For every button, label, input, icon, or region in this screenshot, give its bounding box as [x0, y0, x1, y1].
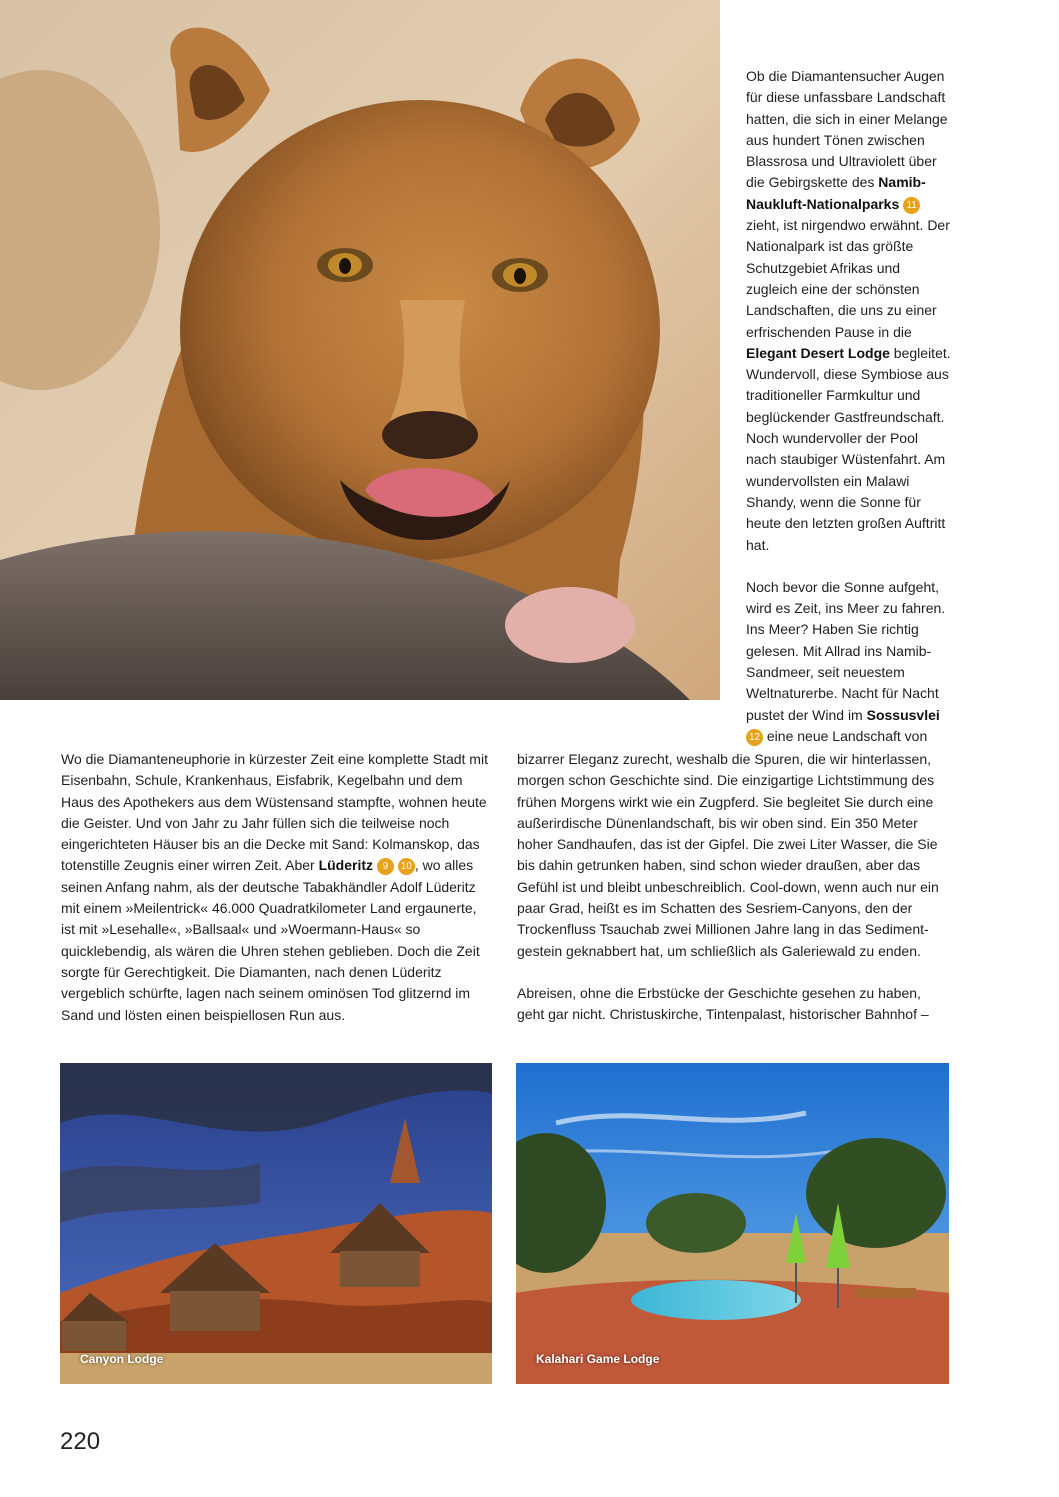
caption-kalahari-game-lodge: Kalahari Game Lodge	[536, 1352, 660, 1366]
right-column-text	[746, 66, 951, 747]
marker-badge-10: 10	[398, 858, 415, 875]
paragraph-left-1	[61, 749, 493, 1026]
caption-canyon-lodge: Canyon Lodge	[80, 1352, 164, 1366]
marker-badge-9: 9	[377, 858, 394, 875]
middle-column-text	[517, 749, 949, 1026]
page-number: 220	[60, 1428, 101, 1455]
bold-term-namib-naukluft: Namib-Naukluft-Nationalparks	[746, 174, 926, 212]
bold-term-elegant-desert-lodge: Elegant Desert Lodge	[746, 344, 890, 361]
text-segment: zieht, ist nirgendwo erwähnt. Der Nationalpark ist das größte Schutzgebiet Afrikas und zugleich eine der schönsten Landschaften, die uns zu einer erfrischenden Pause in die	[746, 217, 950, 340]
paragraph-middle-2: Abreisen, ohne die Erbstücke der Geschichte gesehen zu haben, geht gar nicht. Christuskirche, Tintenpalast, historischer Bahnhof –	[517, 984, 929, 1023]
text-segment: Wo die Diamanteneuphorie in kürzester Zeit eine komplette Stadt mit Eisenbahn, Schule, Krankenhaus, Eisfabrik, Kegelbahn und dem Haus des Apothekers aus dem Wüstensand stampfte, wohnen heute die Geister. Und von Jahr zu Jahr füllen sich die teilweise noch eingerichteten Häuser bis an die Decke mit Sand: Kolmanskop, das totenstille Zeugnis einer wirren Zeit. Aber	[61, 751, 488, 874]
lion-photo	[0, 0, 720, 700]
text-segment: begleitet. Wundervoll, diese Symbiose aus traditioneller Farmkultur und beglückender Gastfreundschaft. Noch wundervoller der Pool nach staubiger Wüstenfahrt. Am wundervollsten ein Malawi Shandy, wenn die Sonne für heute den letzten großen Auftritt hat.	[746, 344, 951, 553]
left-column-text	[61, 749, 493, 1026]
bold-term-luderitz: Lüderitz	[318, 857, 374, 874]
paragraph-right-2	[746, 577, 951, 747]
canyon-lodge-photo	[60, 1063, 492, 1384]
kalahari-lodge-illustration	[516, 1063, 949, 1384]
marker-badge-11: 11	[903, 197, 920, 214]
marker-badge-12: 12	[746, 729, 763, 746]
paragraph-middle-1: bizarrer Eleganz zurecht, weshalb die Spuren, die wir hinterlassen, morgen schon Geschichte sind. Die einzigartige Lichtstimmung des frühen Morgens wirkt wie ein Zugpferd. Sie begleitet Sie durch eine außerirdische Dünenlandschaft, bis wir oben sind. Ein 350 Meter hoher Sandhaufen, das ist der Gipfel. Die zwei Liter Wasser, die Sie bis dahin getrunken haben, sind schon wieder draußen, aber das Gefühl ist und bleibt unbeschreiblich. Cool-down, wenn auch nur ein paar Grad, heißt es im Schatten des Sesriem-Canyons, den der Trockenfluss Tsauchab zwei Millionen Jahre lang in das Sedimentgestein geknabbert hat, um schließlich als Galeriewald zu enden.	[517, 751, 939, 959]
paragraph-right-1	[746, 66, 951, 556]
canyon-lodge-illustration	[60, 1063, 492, 1384]
text-segment: Ob die Diamantensucher Augen für diese unfassbare Landschaft hatten, die sich in einer Melange aus hundert Tönen zwischen Blassrosa und Ultraviolett über die Gebirgskette des	[746, 68, 948, 191]
lion-illustration	[0, 0, 720, 700]
text-segment: eine neue Landschaft von	[763, 727, 928, 744]
text-segment: , wo alles seinen Anfang nahm, als der deutsche Tabakhändler Adolf Lüderitz mit einem »Meilentrick« 46.000 Quadratkilometer Land ergaunerte, ist mit »Lesehalle«, »Ballsaal« und »Woermann-Haus« so quicklebendig, als wären die Uhren stehen geblieben. Doch die Zeit sorgte für Gerechtigkeit. Die Diamanten, nach denen Lüderitz vergeblich schürfte, lagen nach seinem ominösen Tod glitzernd im Sand und lösten einen beispiellosen Run aus.	[61, 857, 480, 1023]
kalahari-game-lodge-photo	[516, 1063, 949, 1384]
bold-term-sossusvlei: Sossusvlei	[866, 706, 940, 723]
text-segment: Noch bevor die Sonne aufgeht, wird es Zeit, ins Meer zu fahren. Ins Meer? Haben Sie richtig gelesen. Mit Allrad ins Namib-Sandmeer, seit neuestem Weltnaturerbe. Nacht für Nacht pustet der Wind im	[746, 578, 946, 723]
